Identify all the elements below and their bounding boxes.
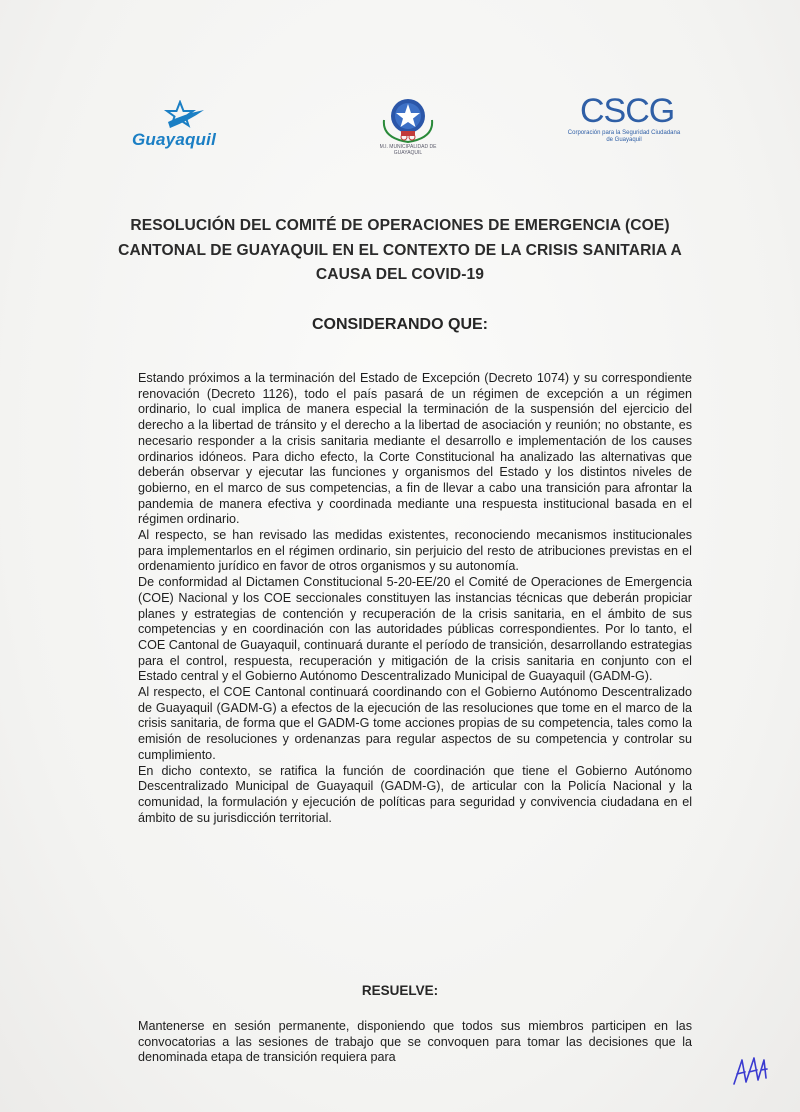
seal-icon xyxy=(374,90,442,146)
resolution-title: RESOLUCIÓN DEL COMITÉ DE OPERACIONES DE EMERGENCIA (COE) CANTONAL DE GUAYAQUIL EN EL CONTEXTO DE LA CRISIS SANITARIA A CAUSA DEL COVID-19 xyxy=(118,217,682,283)
guayaquil-logo xyxy=(132,100,242,160)
handwritten-initials xyxy=(730,1048,772,1090)
considerando-paragraph: De conformidad al Dictamen Constitucional 5-20-EE/20 el Comité de Operaciones de Emergencia (COE) Nacional y los COE seccionales constituyen las instancias técnicas que deberán propiciar planes y estrategias de contención y recuperación de la crisis sanitaria, en el ámbito de sus competencias y en coordinación con las autoridades públicas correspondientes. Por lo tanto, el COE Cantonal de Guayaquil, continuará durante el período de transición, desarrollando estrategias para el control, respuesta, recuperación y mitigación de la crisis sanitaria en conjunto con el Estado central y el Gobierno Autónomo Descentralizado Municipal de Guayaquil (GADM-G). xyxy=(138,575,692,684)
seal-caption: M.I. MUNICIPALIDAD DE GUAYAQUIL xyxy=(379,144,437,156)
considerando-paragraph: Al respecto, el COE Cantonal continuará coordinando con el Gobierno Autónomo Descentralizado de Guayaquil (GADM-G) a efectos de la ejecución de las resoluciones que tome en el marco de la crisis sanitaria, de forma que el GADM-G tome acciones propias de su competencia, tales como la emisión de resoluciones y ordenanzas para regular aspectos de su competencia y controlar su cumplimiento. xyxy=(138,685,692,762)
resolution-section xyxy=(138,1019,692,1066)
municipal-seal-logo xyxy=(374,90,442,162)
star-icon xyxy=(162,100,206,134)
guayaquil-logo-text: Guayaquil xyxy=(132,130,216,149)
cscg-logo-mark: CSCG xyxy=(580,92,675,130)
considerando-paragraph: Al respecto, se han revisado las medidas existentes, reconociendo mecanismos institucionales para implementarlos en el régimen ordinario, sin perjuicio del resto de atribuciones previstas en el ordenamiento jurídico en favor de otros organismos y su autonomía. xyxy=(138,528,692,574)
considerando-paragraph: En dicho contexto, se ratifica la función de coordinación que tiene el Gobierno Autónomo Descentralizado Municipal de Guayaquil (GADM-G), de articular con la Policía Nacional y la comunidad, la formulación y ejecución de políticas para seguridad y convivencia ciudadana en el ámbito de su jurisdicción territorial. xyxy=(138,763,692,825)
considerandos-section xyxy=(138,371,692,826)
cscg-logo-subtitle: Corporación para la Seguridad Ciudadana de Guayaquil xyxy=(567,130,681,143)
considerando-paragraph: Estando próximos a la terminación del Estado de Excepción (Decreto 1074) y su correspondiente renovación (Decreto 1126), todo el país pasará de un régimen de excepción a un régimen ordinario, lo cual implica de manera especial la terminación de la suspensión del ejercicio del derecho a la libertad de tránsito y el derecho a la libertad de asociación y reunión; no obstante, es necesario responder a la crisis sanitaria mediante el desarrollo e implementación de los causes ordinarios idóneos. Para dicho efecto, la Corte Constitucional ha analizado las alternativas que deberán observar y ejecutar las funciones y organismos del Estado y los distintos niveles de gobierno, en el marco de sus competencias, a fin de llevar a cabo una transición para afrontar la pandemia de manera efectiva y coordinada mediante una respuesta institucional basada en el régimen ordinario. xyxy=(138,371,692,527)
considerando-heading: CONSIDERANDO QUE: xyxy=(311,316,488,333)
cscg-logo xyxy=(566,92,682,154)
resolution-paragraph: Mantenerse en sesión permanente, disponiendo que todos sus miembros participen en las convocatorias a las sesiones de trabajo que se convoquen para tomar las decisiones que la denominada etapa de transición requiera para xyxy=(138,1019,692,1065)
resuelve-heading: RESUELVE: xyxy=(361,983,439,998)
